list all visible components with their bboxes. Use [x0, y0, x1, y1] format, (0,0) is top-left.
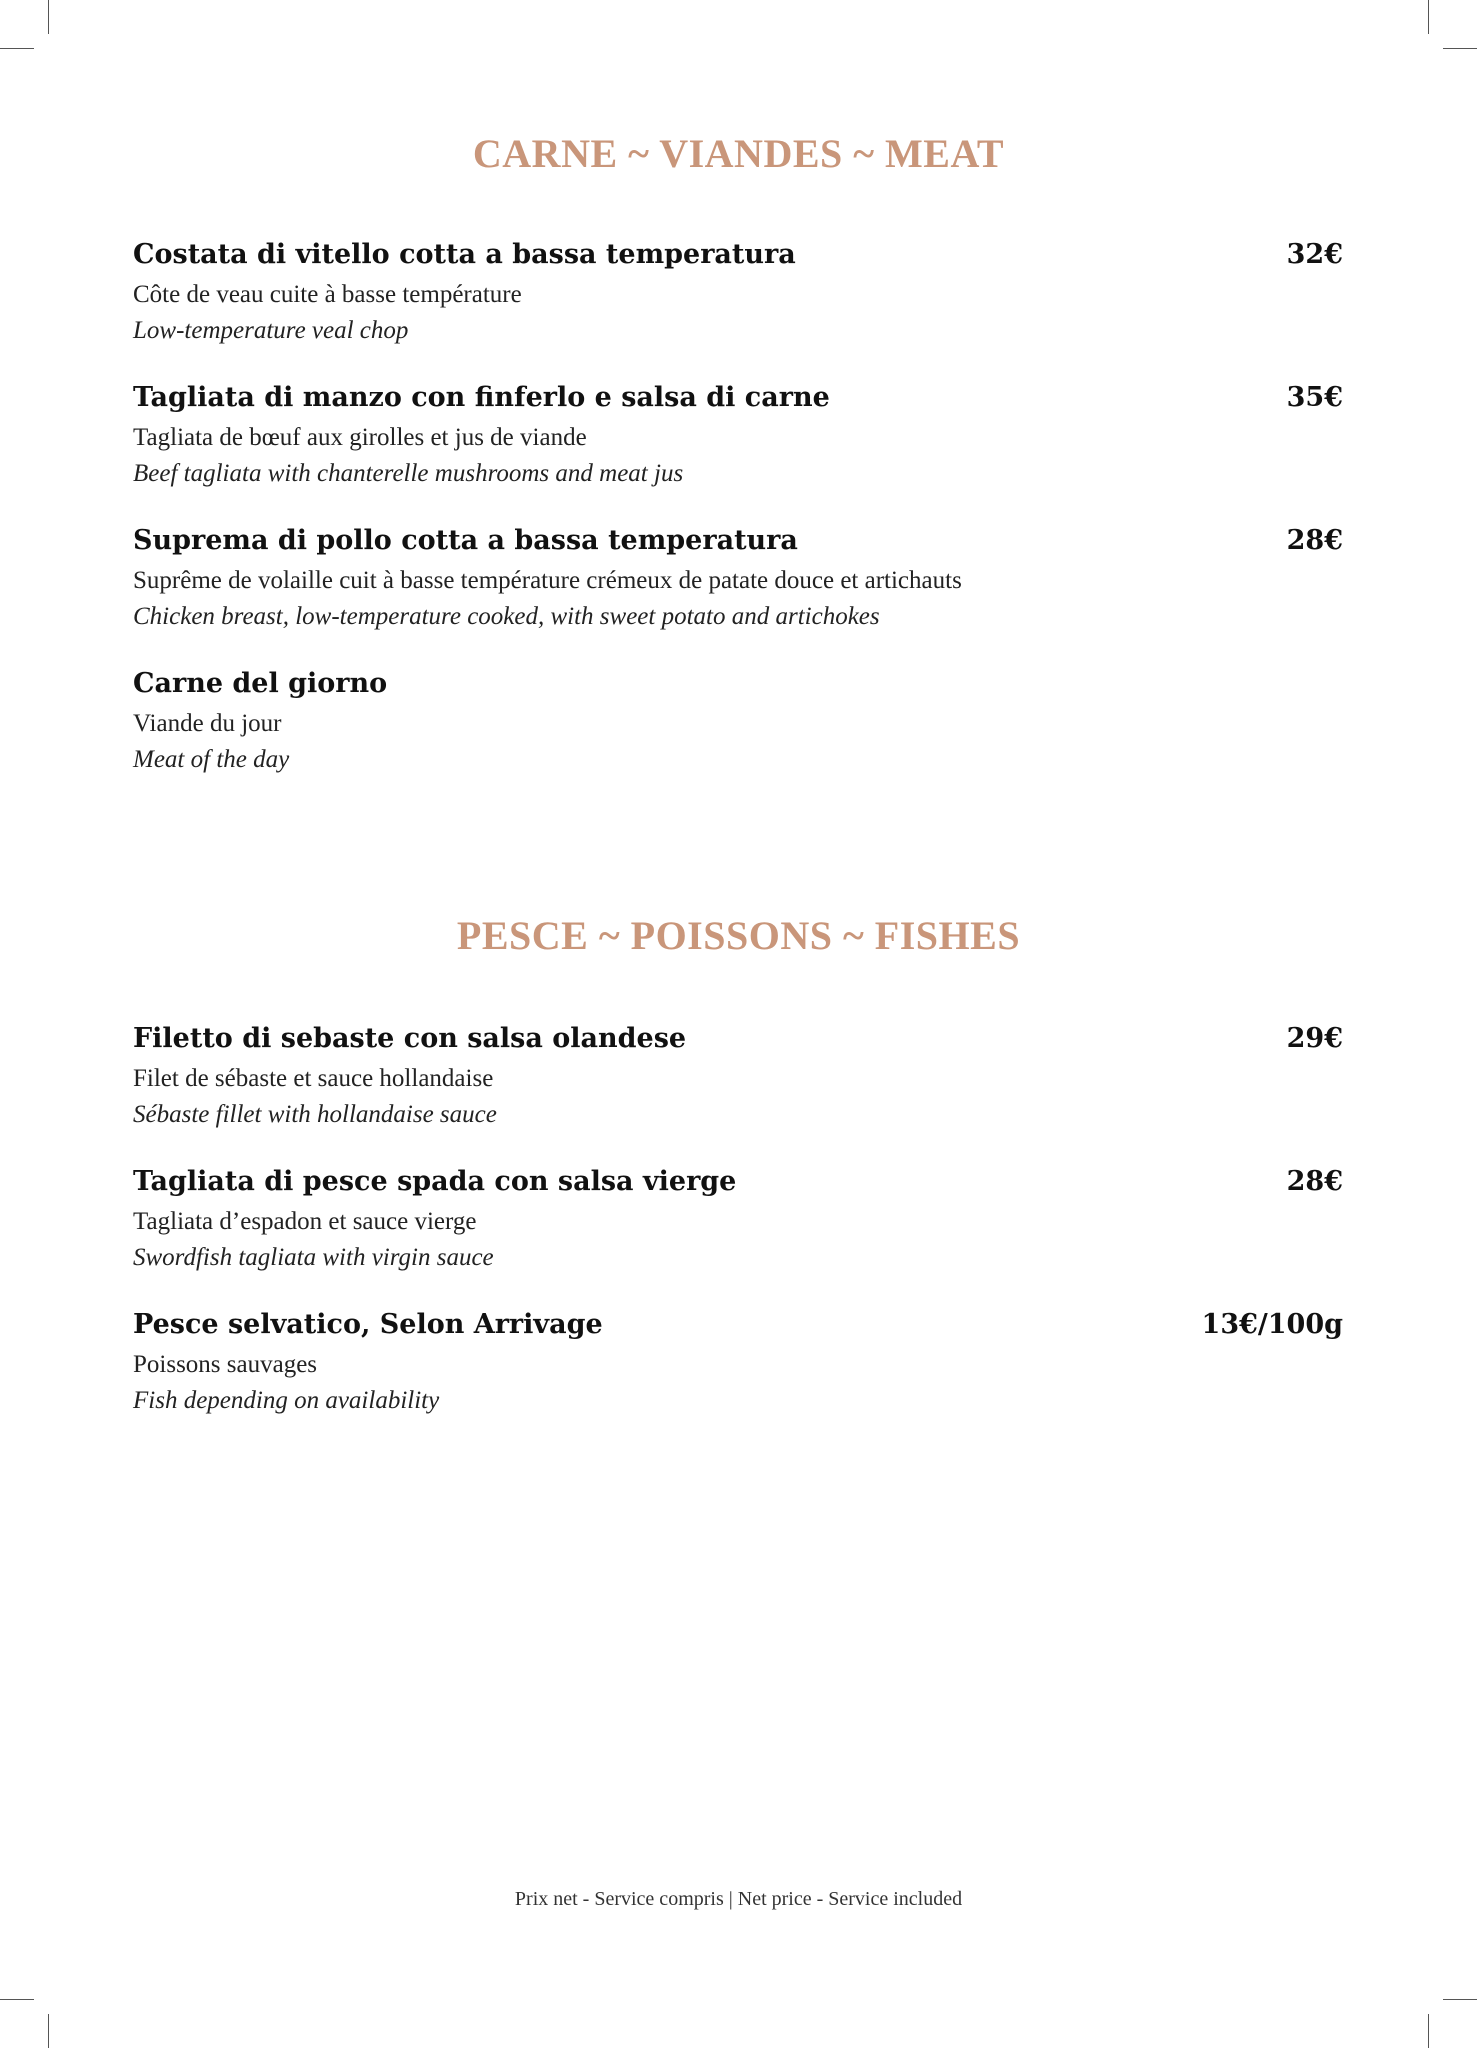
menu-item: [133, 666, 1343, 809]
item-price: 28€: [1286, 1166, 1343, 1197]
item-description-en: Chicken breast, low-temperature cooked, with sweet potato and artichokes: [133, 603, 880, 630]
crop-mark: [1428, 2014, 1429, 2048]
item-price: 28€: [1286, 525, 1343, 556]
item-description-en: Beef tagliata with chanterelle mushrooms and meat jus: [133, 460, 684, 487]
item-description-en: Meat of the day: [133, 746, 290, 773]
item-description-fr: Poissons sauvages: [133, 1351, 318, 1378]
fish-items: [133, 1021, 1343, 1450]
item-name: Tagliata di manzo con finferlo e salsa di carne: [133, 382, 830, 413]
section-title-fish: PESCE ~ POISSONS ~ FISHES: [456, 913, 1021, 958]
item-description-en: Sébaste fillet with hollandaise sauce: [133, 1101, 497, 1128]
crop-mark: [1428, 0, 1429, 34]
section-title-meat: CARNE ~ VIANDES ~ MEAT: [472, 131, 1005, 176]
item-name: Suprema di pollo cotta a bassa temperatura: [133, 525, 798, 556]
item-description-fr: Tagliata d’espadon et sauce vierge: [133, 1208, 477, 1235]
item-description-en: Swordfish tagliata with virgin sauce: [133, 1244, 494, 1271]
menu-item: [133, 1021, 1343, 1164]
item-price: 32€: [1286, 239, 1343, 270]
item-description-en: Low-temperature veal chop: [133, 317, 409, 344]
meat-items: [133, 237, 1343, 809]
item-name: Pesce selvatico, Selon Arrivage: [133, 1309, 603, 1340]
menu-item: [133, 380, 1343, 523]
item-price: 35€: [1286, 382, 1343, 413]
crop-mark: [0, 48, 34, 49]
item-description-fr: Suprême de volaille cuit à basse température crémeux de patate douce et artichauts: [133, 567, 962, 594]
crop-mark: [48, 0, 49, 34]
item-name: Tagliata di pesce spada con salsa vierge: [133, 1166, 737, 1197]
crop-mark: [1443, 1999, 1477, 2000]
item-description-fr: Tagliata de bœuf aux girolles et jus de viande: [133, 424, 587, 451]
item-description-fr: Côte de veau cuite à basse température: [133, 281, 522, 308]
menu-item: [133, 1164, 1343, 1307]
menu-item: [133, 1307, 1343, 1450]
menu-item: [133, 523, 1343, 666]
item-price: 13€/100g: [1201, 1309, 1343, 1340]
item-description-fr: Filet de sébaste et sauce hollandaise: [133, 1065, 494, 1092]
footer-note: Prix net - Service compris | Net price - Service included: [514, 1888, 963, 1910]
crop-mark: [0, 1999, 34, 2000]
item-description-fr: Viande du jour: [133, 710, 282, 737]
item-name: Costata di vitello cotta a bassa temperatura: [133, 239, 796, 270]
item-name: Carne del giorno: [133, 668, 388, 699]
menu-item: [133, 237, 1343, 380]
item-description-en: Fish depending on availability: [133, 1387, 440, 1414]
item-name: Filetto di sebaste con salsa olandese: [133, 1023, 687, 1054]
item-price: 29€: [1286, 1023, 1343, 1054]
crop-mark: [48, 2014, 49, 2048]
crop-mark: [1443, 48, 1477, 49]
